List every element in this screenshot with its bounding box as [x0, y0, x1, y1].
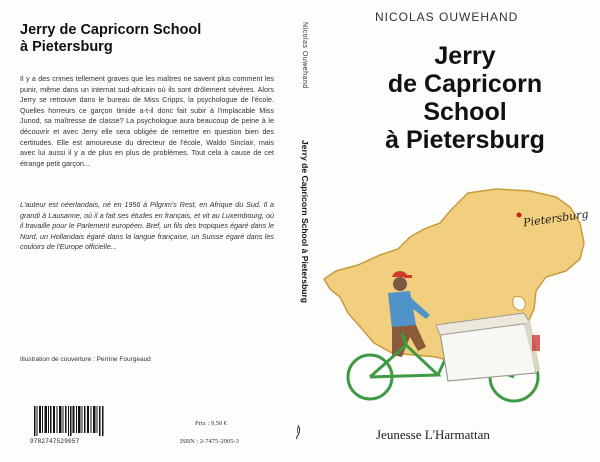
back-blurb: Il y a des crimes tellement graves que les maîtres ne savent plus comment les punir, même dans un internat sud-africain où ils sont drôlement sévères. Alors Jerry se retrouve dans le bureau de Miss Cripps, la psychologue de l'école. Quelles horreurs ce garçon timide a-t-il donc fait subir à l'implacable Miss Junod, sa maîtresse de classe? La psychologue aura beaucoup de peine à le découvrir et avec Jerry elle sera obligée de remettre en question bien des certitudes. Elle est amoureuse du directeur de l'école, Waldo Sinclair, mais avec lui aussi il y a de plus en plus de problèmes. Tout cela à cause de cet étrange petit garçon... [20, 74, 274, 168]
map-label-pietersburg: Pietersburg [522, 207, 590, 230]
front-author: NICOLAS OUWEHAND [375, 10, 519, 24]
publisher-logo-icon [293, 424, 303, 440]
spine [282, 0, 316, 462]
price: Prix : 9,50 € [195, 420, 228, 427]
front-title [350, 42, 580, 154]
front-title-line-2: de Capricorn [387, 70, 543, 98]
publisher-name: Jeunesse L'Harmattan [376, 427, 490, 442]
back-title [20, 22, 270, 56]
front-title-line-3: School [423, 98, 507, 126]
author-bio: L'auteur est néerlandais, né en 1956 à Pilgrim's Rest, en Afrique du Sud. Il a grandi à Lausanne, où il a fait ses études en français, et vit au Luxembourg, où il travaille pour le Parlement européen. Bref, un fils des tropiques égaré dans le Nord, un Hollandais égaré dans la langue française, un Suisse égaré dans les couloirs de l'Europe officielle... [20, 200, 274, 252]
pietersburg-marker [517, 213, 522, 218]
spine-author: Nicolas Ouwehand [301, 22, 308, 89]
back-title-line-1: Jerry de Capricorn School [20, 22, 202, 38]
spine-title: Jerry de Capricorn School à Pietersburg [300, 140, 310, 303]
back-title-line-2: à Pietersburg [20, 39, 113, 55]
isbn: ISBN : 2-7475-2905-3 [180, 438, 239, 445]
barcode-icon [34, 406, 104, 436]
barcode-number: 9782747529057 [30, 438, 80, 445]
illustration-credit: Illustration de couverture : Perrine Fourgeaud [20, 356, 151, 363]
front-title-line-4: à Pietersburg [385, 126, 545, 154]
front-title-line-1: Jerry [434, 42, 496, 70]
